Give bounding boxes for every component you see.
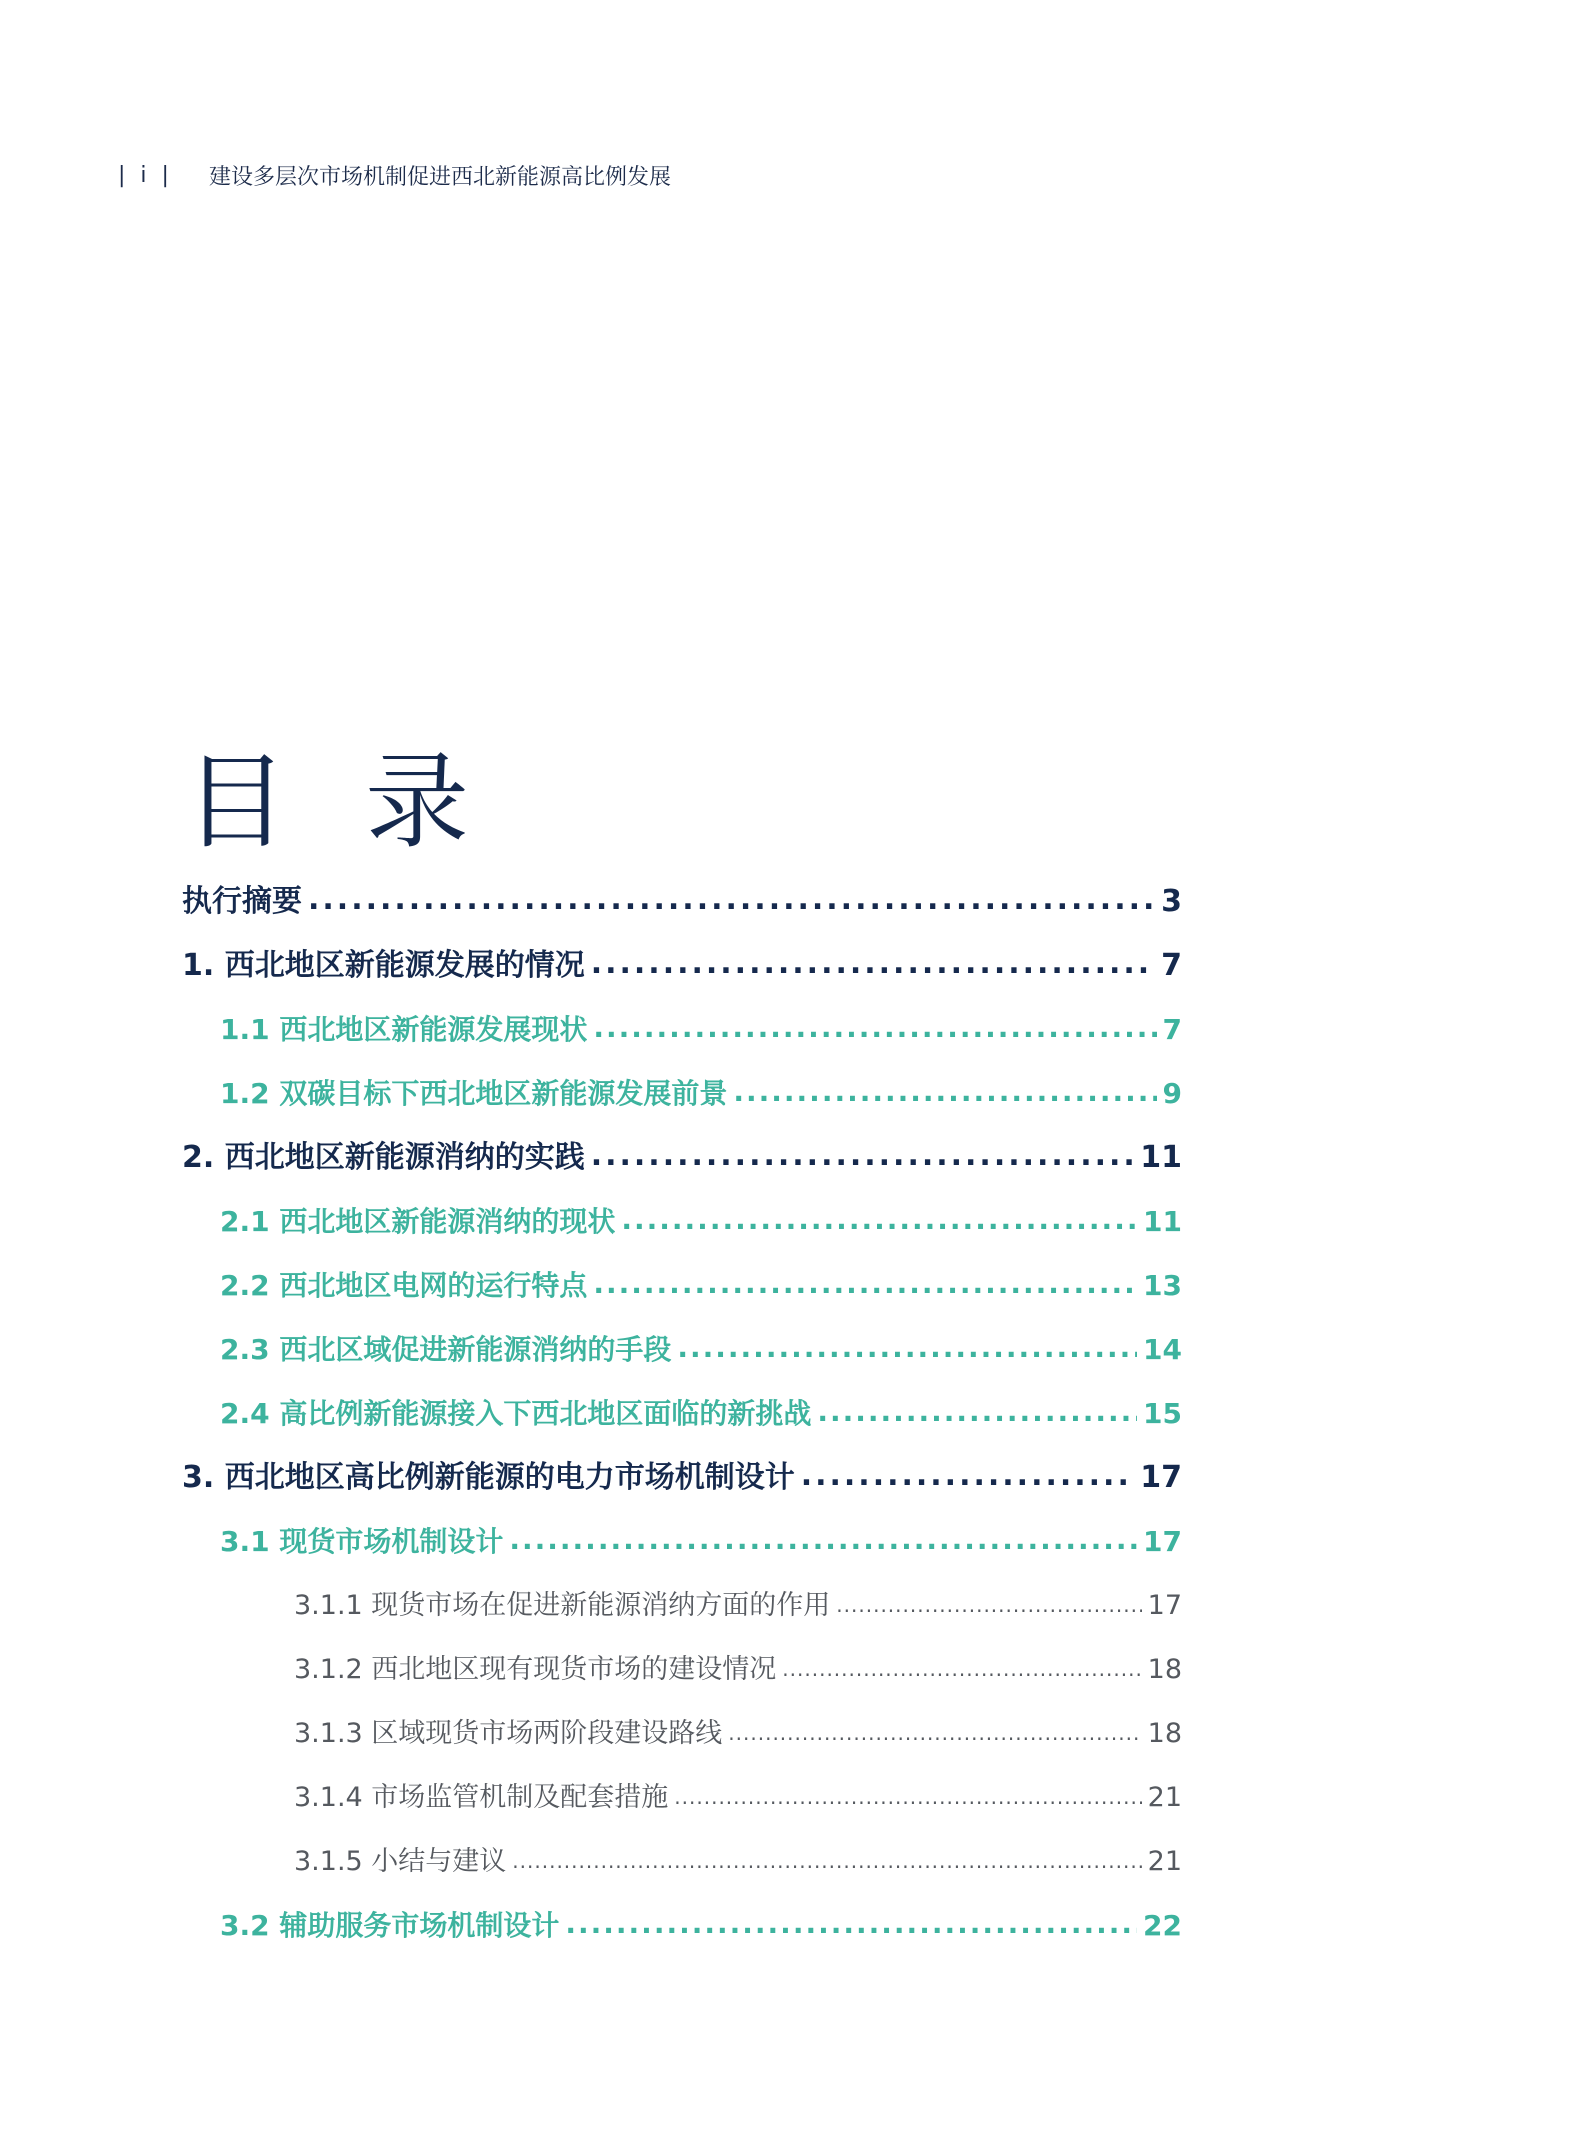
toc-leader-dots xyxy=(509,1508,1137,1572)
toc-leader-dots xyxy=(565,1892,1137,1956)
toc-entry[interactable] xyxy=(182,1510,1182,1574)
toc-entry-label: 1.2 双碳目标下西北地区新能源发展前景 xyxy=(220,1077,728,1110)
toc-entry-label: 3.1.1 现货市场在促进新能源消纳方面的作用 xyxy=(294,1590,831,1621)
toc-leader-dots xyxy=(836,1572,1141,1637)
toc-entry-page-number: 7 xyxy=(1161,948,1182,983)
toc-entry[interactable] xyxy=(182,934,1182,998)
toc-entry[interactable] xyxy=(182,1318,1182,1382)
toc-entry[interactable] xyxy=(182,1830,1182,1894)
running-header xyxy=(118,160,671,190)
toc-leader-dots xyxy=(674,1764,1141,1829)
running-header-title: 建设多层次市场机制促进西北新能源高比例发展 xyxy=(208,164,671,190)
toc-entry-label: 2.1 西北地区新能源消纳的现状 xyxy=(220,1205,616,1238)
toc-entry-page-number: 21 xyxy=(1147,1846,1182,1877)
toc-entry-label: 3.1.2 西北地区现有现货市场的建设情况 xyxy=(294,1654,777,1685)
toc-leader-dots xyxy=(591,1124,1135,1188)
toc-entry-label: 1.1 西北地区新能源发展现状 xyxy=(220,1013,588,1046)
table-of-contents xyxy=(182,870,1182,1958)
toc-heading: 目 录 xyxy=(184,740,492,863)
toc-entry-label: 2.4 高比例新能源接入下西北地区面临的新挑战 xyxy=(220,1397,812,1430)
toc-entry-page-number: 21 xyxy=(1147,1782,1182,1813)
toc-entry[interactable] xyxy=(182,1190,1182,1254)
toc-entry-page-number: 15 xyxy=(1143,1397,1182,1430)
toc-entry-label: 2.2 西北地区电网的运行特点 xyxy=(220,1269,588,1302)
toc-entry-label: 2.3 西北区域促进新能源消纳的手段 xyxy=(220,1333,672,1366)
toc-entry-page-number: 18 xyxy=(1147,1718,1182,1749)
toc-leader-dots xyxy=(728,1700,1141,1765)
toc-leader-dots xyxy=(733,1060,1156,1124)
toc-entry-label: 3.1 现货市场机制设计 xyxy=(220,1525,504,1558)
toc-entry[interactable] xyxy=(182,1638,1182,1702)
toc-entry-page-number: 17 xyxy=(1143,1525,1182,1558)
toc-leader-dots xyxy=(817,1380,1137,1444)
toc-entry[interactable] xyxy=(182,1574,1182,1638)
toc-entry-page-number: 7 xyxy=(1162,1013,1182,1046)
toc-entry-page-number: 18 xyxy=(1147,1654,1182,1685)
toc-entry-label: 执行摘要 xyxy=(182,884,302,919)
toc-entry-page-number: 14 xyxy=(1143,1333,1182,1366)
toc-entry-page-number: 22 xyxy=(1143,1909,1182,1942)
toc-entry-label: 3. 西北地区高比例新能源的电力市场机制设计 xyxy=(182,1460,795,1495)
toc-entry-page-number: 17 xyxy=(1140,1460,1182,1495)
toc-entry[interactable] xyxy=(182,1702,1182,1766)
toc-leader-dots xyxy=(512,1828,1141,1893)
toc-entry-label: 3.1.4 市场监管机制及配套措施 xyxy=(294,1782,669,1813)
toc-entry-page-number: 17 xyxy=(1147,1590,1182,1621)
toc-entry-page-number: 3 xyxy=(1161,884,1182,919)
toc-entry-label: 3.2 辅助服务市场机制设计 xyxy=(220,1909,560,1942)
toc-entry-label: 3.1.3 区域现货市场两阶段建设路线 xyxy=(294,1718,723,1749)
toc-entry[interactable] xyxy=(182,1254,1182,1318)
toc-entry-label: 1. 西北地区新能源发展的情况 xyxy=(182,948,585,983)
page-number-mark: | i | xyxy=(118,162,173,188)
toc-leader-dots xyxy=(591,932,1155,996)
toc-leader-dots xyxy=(593,1252,1137,1316)
toc-leader-dots xyxy=(677,1316,1137,1380)
toc-entry-page-number: 9 xyxy=(1162,1077,1182,1110)
toc-leader-dots xyxy=(593,996,1156,1060)
toc-entry-label: 3.1.5 小结与建议 xyxy=(294,1846,507,1877)
toc-entry[interactable] xyxy=(182,1446,1182,1510)
toc-entry[interactable] xyxy=(182,1126,1182,1190)
toc-entry[interactable] xyxy=(182,1382,1182,1446)
toc-entry-page-number: 13 xyxy=(1143,1269,1182,1302)
toc-leader-dots xyxy=(801,1444,1135,1508)
toc-leader-dots xyxy=(621,1188,1137,1252)
toc-entry[interactable] xyxy=(182,1766,1182,1830)
toc-entry-page-number: 11 xyxy=(1140,1140,1182,1175)
toc-leader-dots xyxy=(782,1636,1141,1701)
toc-entry[interactable] xyxy=(182,998,1182,1062)
toc-entry[interactable] xyxy=(182,1062,1182,1126)
toc-entry-label: 2. 西北地区新能源消纳的实践 xyxy=(182,1140,585,1175)
toc-entry[interactable] xyxy=(182,1894,1182,1958)
toc-leader-dots xyxy=(308,868,1155,932)
toc-entry-page-number: 11 xyxy=(1143,1205,1182,1238)
toc-entry[interactable] xyxy=(182,870,1182,934)
